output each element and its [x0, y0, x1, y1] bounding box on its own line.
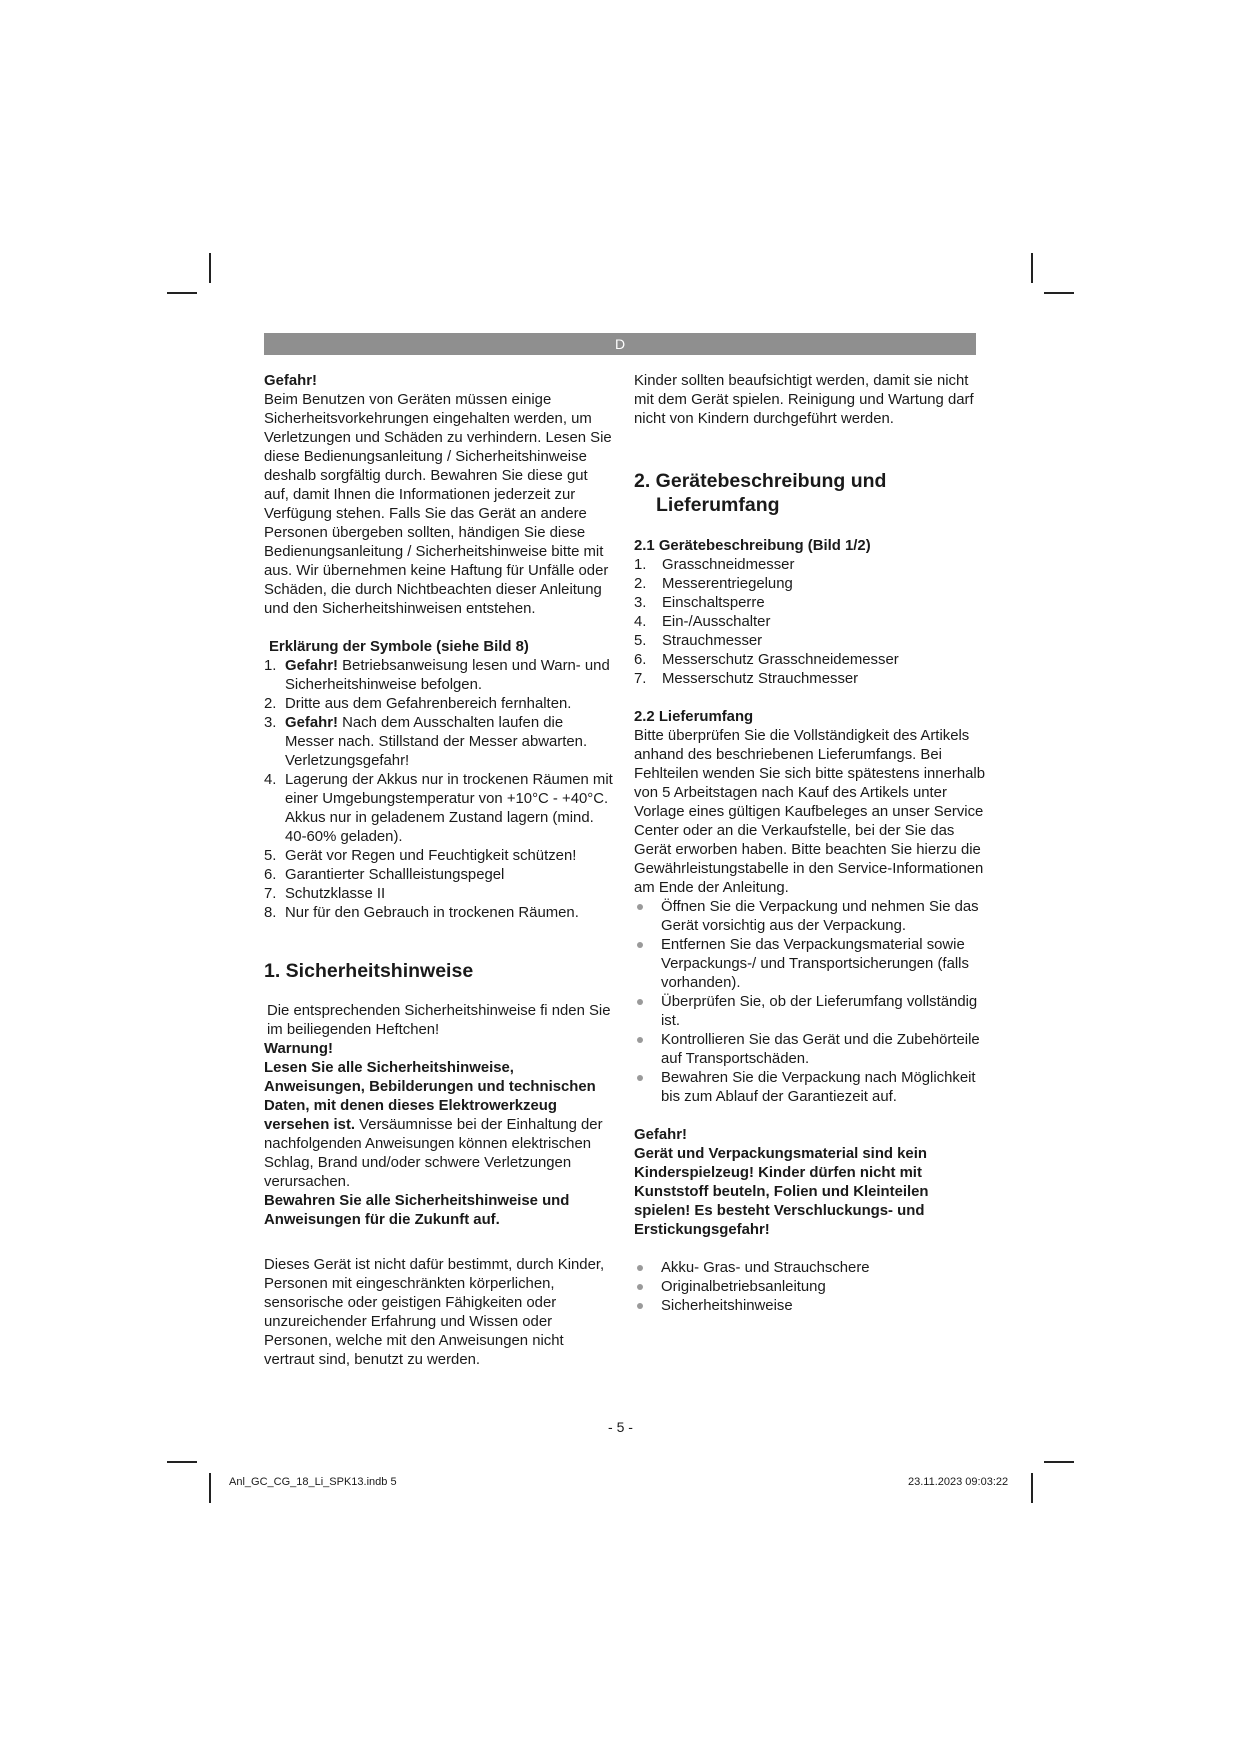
crop-mark [1044, 292, 1074, 294]
part-label: Messerentriegelung [662, 576, 793, 592]
part-number: 4. [634, 614, 647, 630]
sub21-title: 2.1 Gerätebeschreibung (Bild 1/2) [634, 538, 871, 554]
symbol-item [264, 866, 614, 885]
step-item: Entfernen Sie das Verpackungsmaterial sowie Verpackungs-/ und Transportsicherungen (falls vorhanden). [634, 936, 986, 993]
part-number: 7. [634, 671, 647, 687]
part-number: 1. [634, 557, 647, 573]
delivery-text: Bitte überprüfen Sie die Vollständigkeit des Artikels anhand des beschriebenen Lieferumfangs. Bei Fehlteilen wenden Sie sich bitte spätestens innerhalb von 5 Arbeitstagen nach Kauf des Artikels unter Vorlage eines gültigen Kaufbeleges an unser Service Center oder an die Verkaufstelle, bei der Sie das Gerät erworben haben. Bitte beachten Sie hierzu die Gewährleistungstabelle in den Service-Informationen am Ende der Anleitung. [634, 728, 985, 896]
symbols-title: Erklärung der Symbole (siehe Bild 8) [269, 639, 529, 655]
contents-item: Originalbetriebsanleitung [634, 1278, 986, 1297]
sub22-title: 2.2 Lieferumfang [634, 709, 754, 725]
page-number: - 5 - [608, 1419, 633, 1435]
contents-item: Sicherheitshinweise [634, 1297, 986, 1316]
part-item [634, 575, 986, 594]
part-item [634, 556, 986, 575]
symbol-item [264, 847, 614, 866]
children-text: Kinder sollten beaufsichtigt werden, damit sie nicht mit dem Gerät spielen. Reinigung und Wartung darf nicht von Kindern durchgeführt werden. [634, 373, 974, 427]
symbol-number: 8. [264, 905, 277, 921]
symbol-number: 2. [264, 696, 277, 712]
part-label: Grasschneidmesser [662, 557, 795, 573]
danger2-title: Gefahr! [634, 1127, 687, 1143]
part-number: 6. [634, 652, 647, 668]
danger-text: Beim Benutzen von Geräten müssen einige Sicherheitsvorkehrungen eingehalten werden, um Verletzungen und Schäden zu verhindern. Lesen Sie diese Bedienungsanleitung / Sicherheitshinweise deshalb sorgfältig durch. Bewahren Sie diese gut auf, damit Ihnen die Informationen jederzeit zur Verfügung stehen. Falls Sie das Gerät an andere Personen übergeben sollten, händigen Sie diese Bedienungsanleitung / Sicherheitshinweise bitte mit aus. Wir übernehmen keine Haftung für Unfälle oder Schäden, die durch Nichtbeachten dieser Anleitung und den Sicherheitshinweisen entstehen. [264, 392, 612, 617]
warning-title: Warnung! [264, 1041, 333, 1057]
symbol-text: Nur für den Gebrauch in trockenen Räumen. [285, 905, 579, 921]
part-item [634, 632, 986, 651]
section2-title [634, 469, 986, 517]
part-number: 5. [634, 633, 647, 649]
crop-mark [1031, 1473, 1033, 1503]
part-label: Messerschutz Grasschneidemesser [662, 652, 899, 668]
symbol-item [264, 885, 614, 904]
symbol-item [264, 904, 614, 923]
danger2-text: Gerät und Verpackungsmaterial sind kein Kinderspielzeug! Kinder dürfen nicht mit Kunststoff beuteln, Folien und Kleinteilen spielen! Es besteht Verschluckungs- und Erstickungsgefahr! [634, 1146, 929, 1238]
symbol-number: 6. [264, 867, 277, 883]
crop-mark [167, 292, 197, 294]
keep-instructions: Bewahren Sie alle Sicherheitshinweise und Anweisungen für die Zukunft auf. [264, 1193, 570, 1228]
contents-item: Akku- Gras- und Strauchschere [634, 1259, 986, 1278]
symbol-bold: Gefahr! [285, 715, 338, 731]
parts-list [634, 556, 986, 689]
part-label: Strauchmesser [662, 633, 763, 649]
symbol-item [264, 695, 614, 714]
part-number: 2. [634, 576, 647, 592]
symbol-bold: Gefahr! [285, 658, 338, 674]
left-column [264, 372, 614, 1370]
part-label: Einschaltsperre [662, 595, 765, 611]
part-item [634, 651, 986, 670]
section1-title: 1. Sicherheitshinweise [264, 960, 474, 982]
symbol-text: Schutzklasse II [285, 886, 386, 902]
contents-list [634, 1259, 986, 1316]
right-column [634, 372, 986, 1316]
warning-bold: Lesen Sie alle Sicherheitshinweise, Anweisungen, Bebilderungen und technischen Daten, mit denen dieses Elektrowerkzeug versehen ist. [264, 1060, 596, 1133]
symbol-text: Gerät vor Regen und Feuchtigkeit schützen! [285, 848, 577, 864]
danger-title: Gefahr! [264, 373, 317, 389]
part-item [634, 613, 986, 632]
steps-list [634, 898, 986, 1107]
footer-timestamp: 23.11.2023 09:03:22 [908, 1476, 1009, 1488]
part-number: 3. [634, 595, 647, 611]
device-restriction-text: Dieses Gerät ist nicht dafür bestimmt, durch Kinder, Personen mit eingeschränkten körperlichen, sensorische oder geistigen Fähigkeiten oder unzureichender Erfahrung und Wissen oder Personen, welche mit den Anweisungen nicht vertraut sind, benutzt zu werden. [264, 1257, 605, 1368]
step-item: Überprüfen Sie, ob der Lieferumfang vollständig ist. [634, 993, 986, 1031]
footer-file-name: Anl_GC_CG_18_Li_SPK13.indb 5 [229, 1476, 397, 1488]
crop-mark [1044, 1461, 1074, 1463]
part-label: Ein-/Ausschalter [662, 614, 771, 630]
crop-mark [1031, 253, 1033, 283]
symbol-text: Dritte aus dem Gefahrenbereich fernhalten. [285, 696, 572, 712]
section1-intro: Die entsprechenden Sicherheitshinweise fi nden Sie im beiliegenden Heftchen! [267, 1003, 611, 1038]
symbol-number: 4. [264, 772, 277, 788]
step-item: Kontrollieren Sie das Gerät und die Zubehörteile auf Transportschäden. [634, 1031, 986, 1069]
symbol-text: Garantierter Schallleistungspegel [285, 867, 505, 883]
section2-title-line1: 2. Gerätebeschreibung und [634, 470, 887, 492]
warning-paragraph [264, 1059, 614, 1192]
step-item: Öffnen Sie die Verpackung und nehmen Sie das Gerät vorsichtig aus der Verpackung. [634, 898, 986, 936]
symbol-item [264, 771, 614, 847]
warning-text: Versäumnisse bei der Einhaltung der nachfolgenden Anweisungen können elektrischen Schlag, Brand und/oder schwere Verletzungen verursachen. [264, 1117, 603, 1190]
crop-mark [167, 1461, 197, 1463]
symbols-list [264, 657, 614, 923]
part-item [634, 670, 986, 689]
step-item: Bewahren Sie die Verpackung nach Möglichkeit bis zum Ablauf der Garantiezeit auf. [634, 1069, 986, 1107]
symbol-number: 1. [264, 658, 277, 674]
language-tab: D [264, 333, 976, 355]
symbol-number: 3. [264, 715, 277, 731]
symbol-number: 7. [264, 886, 277, 902]
crop-mark [209, 1473, 211, 1503]
crop-mark [209, 253, 211, 283]
symbol-text: Lagerung der Akkus nur in trockenen Räumen mit einer Umgebungstemperatur von +10°C - +40°C. Akkus nur in geladenem Zustand lagern (mind. 40-60% geladen). [285, 772, 613, 845]
symbol-text: Betriebsanweisung lesen und Warn- und Sicherheitshinweise befolgen. [285, 658, 610, 693]
symbol-item [264, 714, 614, 771]
part-label: Messerschutz Strauchmesser [662, 671, 859, 687]
part-item [634, 594, 986, 613]
section2-title-line2: Lieferumfang [656, 494, 780, 516]
symbol-text: Nach dem Ausschalten laufen die Messer nach. Stillstand der Messer abwarten. Verletzungsgefahr! [285, 715, 588, 769]
symbol-number: 5. [264, 848, 277, 864]
symbol-item [264, 657, 614, 695]
